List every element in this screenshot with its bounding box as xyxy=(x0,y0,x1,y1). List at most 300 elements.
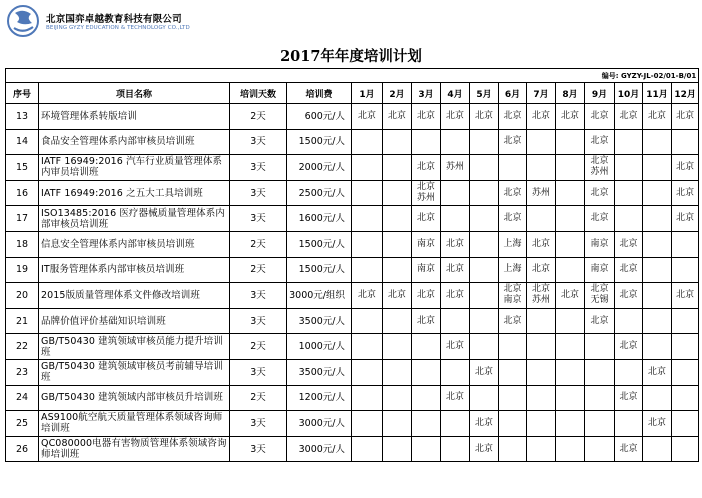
month-cell xyxy=(643,180,672,206)
month-cell xyxy=(672,385,699,411)
month-cell xyxy=(470,129,499,155)
month-cell xyxy=(672,308,699,334)
month-cell xyxy=(615,257,643,283)
location-label: 南京 xyxy=(590,264,609,275)
month-cell xyxy=(527,129,556,155)
month-cell xyxy=(672,104,699,130)
month-cell xyxy=(352,385,383,411)
month-cell xyxy=(643,104,672,130)
location-label: 北京 xyxy=(445,289,464,300)
logo-mark-icon xyxy=(6,4,42,38)
table-row xyxy=(6,206,699,232)
row-number: 23 xyxy=(6,359,39,385)
month-cell xyxy=(556,385,585,411)
month-cell xyxy=(352,283,383,309)
month-cell xyxy=(412,334,441,360)
training-fee: 3500元/人 xyxy=(287,308,352,334)
month-cell xyxy=(470,257,499,283)
location-label: 北京 xyxy=(676,187,695,198)
month-cell xyxy=(643,155,672,181)
table-row xyxy=(6,436,699,462)
location-label: 苏州 xyxy=(531,187,550,198)
month-cell xyxy=(352,231,383,257)
training-fee: 3000元/人 xyxy=(287,411,352,437)
month-cell xyxy=(585,206,615,232)
month-cell xyxy=(556,308,585,334)
column-header: 培训费 xyxy=(287,83,352,104)
month-cell xyxy=(643,257,672,283)
month-cell xyxy=(585,283,615,309)
row-number: 21 xyxy=(6,308,39,334)
month-cell xyxy=(470,283,499,309)
month-cell xyxy=(470,180,499,206)
month-cell xyxy=(585,231,615,257)
month-cell xyxy=(352,411,383,437)
location-label: 北京 xyxy=(445,341,464,352)
training-days: 2天 xyxy=(230,257,287,283)
location-label: 北京 xyxy=(560,289,579,300)
location-label: 无锡 xyxy=(590,295,609,306)
table-row xyxy=(6,283,699,309)
month-cell xyxy=(556,104,585,130)
month-cell xyxy=(352,257,383,283)
training-fee: 2000元/人 xyxy=(287,155,352,181)
row-number: 25 xyxy=(6,411,39,437)
column-header: 6月 xyxy=(499,83,527,104)
month-cell xyxy=(556,231,585,257)
month-cell xyxy=(556,283,585,309)
project-name: 环境管理体系转版培训 xyxy=(39,104,230,130)
row-number: 24 xyxy=(6,385,39,411)
month-cell xyxy=(527,155,556,181)
table-row xyxy=(6,129,699,155)
location-label: 北京 xyxy=(503,187,522,198)
month-cell xyxy=(412,436,441,462)
training-fee: 1600元/人 xyxy=(287,206,352,232)
location-label: 北京 xyxy=(531,110,550,121)
month-cell xyxy=(383,283,412,309)
month-cell xyxy=(585,334,615,360)
project-name: 信息安全管理体系内部审核员培训班 xyxy=(39,231,230,257)
training-days: 3天 xyxy=(230,436,287,462)
month-cell xyxy=(585,155,615,181)
location-label: 上海 xyxy=(503,238,522,249)
location-label: 北京 xyxy=(647,417,666,428)
training-days: 2天 xyxy=(230,334,287,360)
month-cell xyxy=(470,155,499,181)
month-cell xyxy=(672,206,699,232)
month-cell xyxy=(470,334,499,360)
month-cell xyxy=(352,155,383,181)
month-cell xyxy=(441,359,470,385)
column-header: 7月 xyxy=(527,83,556,104)
month-cell xyxy=(383,334,412,360)
training-days: 2天 xyxy=(230,231,287,257)
training-fee: 600元/人 xyxy=(287,104,352,130)
row-number: 17 xyxy=(6,206,39,232)
project-name: GB/T50430 建筑领域内部审核员升培训班 xyxy=(39,385,230,411)
month-cell xyxy=(643,334,672,360)
table-row xyxy=(6,385,699,411)
column-header: 9月 xyxy=(585,83,615,104)
month-cell xyxy=(643,231,672,257)
month-cell xyxy=(615,385,643,411)
location-label: 北京 xyxy=(416,315,435,326)
location-label: 北京 xyxy=(357,289,376,300)
month-cell xyxy=(412,359,441,385)
training-fee: 1000元/人 xyxy=(287,334,352,360)
month-cell xyxy=(615,129,643,155)
location-label: 北京 xyxy=(676,289,695,300)
training-days: 3天 xyxy=(230,206,287,232)
row-number: 18 xyxy=(6,231,39,257)
location-label: 南京 xyxy=(416,264,435,275)
month-cell xyxy=(672,155,699,181)
month-cell xyxy=(441,155,470,181)
month-cell xyxy=(556,155,585,181)
training-fee: 3500元/人 xyxy=(287,359,352,385)
month-cell xyxy=(352,180,383,206)
location-label: 北京 xyxy=(619,392,638,403)
month-cell xyxy=(499,436,527,462)
month-cell xyxy=(499,231,527,257)
location-label: 北京 xyxy=(503,110,522,121)
month-cell xyxy=(615,411,643,437)
project-name: GB/T50430 建筑领域审核员考前辅导培训班 xyxy=(39,359,230,385)
month-cell xyxy=(527,411,556,437)
column-header: 11月 xyxy=(643,83,672,104)
training-fee: 1500元/人 xyxy=(287,257,352,283)
training-fee: 2500元/人 xyxy=(287,180,352,206)
location-label: 北京 xyxy=(590,187,609,198)
month-cell xyxy=(412,411,441,437)
month-cell xyxy=(585,411,615,437)
location-label: 北京 xyxy=(590,110,609,121)
month-cell xyxy=(470,359,499,385)
month-cell xyxy=(383,155,412,181)
month-cell xyxy=(585,436,615,462)
table-row xyxy=(6,308,699,334)
row-number: 15 xyxy=(6,155,39,181)
location-label: 北京 xyxy=(590,213,609,224)
document-code: 编号: GYZY-JL-02/01-B/01 xyxy=(6,69,699,83)
month-cell xyxy=(556,436,585,462)
month-cell xyxy=(527,334,556,360)
location-label: 北京 xyxy=(445,238,464,249)
month-cell xyxy=(412,283,441,309)
month-cell xyxy=(643,436,672,462)
month-cell xyxy=(441,231,470,257)
month-cell xyxy=(585,359,615,385)
location-label: 北京 xyxy=(619,443,638,454)
month-cell xyxy=(527,308,556,334)
month-cell xyxy=(672,180,699,206)
month-cell xyxy=(672,411,699,437)
row-number: 14 xyxy=(6,129,39,155)
table-row xyxy=(6,359,699,385)
month-cell xyxy=(585,129,615,155)
month-cell xyxy=(556,359,585,385)
training-days: 3天 xyxy=(230,359,287,385)
location-label: 北京 xyxy=(503,136,522,147)
row-number: 26 xyxy=(6,436,39,462)
month-cell xyxy=(556,334,585,360)
training-days: 3天 xyxy=(230,129,287,155)
month-cell xyxy=(672,359,699,385)
location-label: 苏州 xyxy=(445,161,464,172)
month-cell xyxy=(412,257,441,283)
month-cell xyxy=(585,385,615,411)
month-cell xyxy=(499,308,527,334)
month-cell xyxy=(412,308,441,334)
location-label: 北京 xyxy=(503,315,522,326)
month-cell xyxy=(352,359,383,385)
month-cell xyxy=(556,180,585,206)
month-cell xyxy=(383,206,412,232)
location-label: 北京 xyxy=(619,110,638,121)
month-cell xyxy=(585,180,615,206)
training-fee: 3000元/组织 xyxy=(287,283,352,309)
month-cell xyxy=(470,206,499,232)
training-fee: 1500元/人 xyxy=(287,231,352,257)
month-cell xyxy=(383,436,412,462)
month-cell xyxy=(470,231,499,257)
month-cell xyxy=(615,359,643,385)
column-header: 项目名称 xyxy=(39,83,230,104)
month-cell xyxy=(383,104,412,130)
location-label: 北京 xyxy=(387,110,406,121)
month-cell xyxy=(383,359,412,385)
month-cell xyxy=(352,104,383,130)
location-label: 北京 xyxy=(445,392,464,403)
project-name: IATF 16949:2016 汽车行业质量管理体系内审员培训班 xyxy=(39,155,230,181)
month-cell xyxy=(352,206,383,232)
location-label: 北京 xyxy=(531,264,550,275)
month-cell xyxy=(470,411,499,437)
month-cell xyxy=(470,308,499,334)
month-cell xyxy=(527,359,556,385)
row-number: 19 xyxy=(6,257,39,283)
month-cell xyxy=(441,334,470,360)
row-number: 13 xyxy=(6,104,39,130)
location-label: 南京 xyxy=(590,238,609,249)
month-cell xyxy=(383,257,412,283)
training-fee: 1500元/人 xyxy=(287,129,352,155)
month-cell xyxy=(412,155,441,181)
month-cell xyxy=(499,206,527,232)
location-label: 北京 xyxy=(474,366,493,377)
table-row xyxy=(6,257,699,283)
location-label: 北京 xyxy=(590,315,609,326)
month-cell xyxy=(441,283,470,309)
month-cell xyxy=(441,436,470,462)
location-label: 北京 xyxy=(387,289,406,300)
training-days: 2天 xyxy=(230,104,287,130)
month-cell xyxy=(441,180,470,206)
location-label: 北京 xyxy=(445,110,464,121)
page-title: 2017年年度培训计划 xyxy=(280,48,422,65)
company-logo xyxy=(6,4,190,38)
row-number: 20 xyxy=(6,283,39,309)
month-cell xyxy=(383,411,412,437)
column-header: 12月 xyxy=(672,83,699,104)
month-cell xyxy=(615,155,643,181)
training-plan-table xyxy=(5,68,699,462)
month-cell xyxy=(412,129,441,155)
month-cell xyxy=(585,257,615,283)
month-cell xyxy=(412,385,441,411)
month-cell xyxy=(643,283,672,309)
month-cell xyxy=(499,155,527,181)
month-cell xyxy=(441,385,470,411)
month-cell xyxy=(352,308,383,334)
month-cell xyxy=(527,436,556,462)
month-cell xyxy=(615,231,643,257)
month-cell xyxy=(499,385,527,411)
project-name: IATF 16949:2016 之五大工具培训班 xyxy=(39,180,230,206)
location-label: 北京 xyxy=(416,213,435,224)
month-cell xyxy=(556,206,585,232)
month-cell xyxy=(527,283,556,309)
project-name: 品牌价值评价基础知识培训班 xyxy=(39,308,230,334)
column-header: 1月 xyxy=(352,83,383,104)
location-label: 北京 xyxy=(474,417,493,428)
column-header: 5月 xyxy=(470,83,499,104)
location-label: 南京 xyxy=(503,295,522,306)
project-name: ISO13485:2016 医疗器械质量管理体系内部审核员培训班 xyxy=(39,206,230,232)
location-label: 北京 xyxy=(590,156,609,167)
project-name: QC080000电器有害物质管理体系领域咨询师培训班 xyxy=(39,436,230,462)
location-label: 上海 xyxy=(503,264,522,275)
month-cell xyxy=(527,257,556,283)
column-header: 3月 xyxy=(412,83,441,104)
month-cell xyxy=(615,206,643,232)
training-days: 2天 xyxy=(230,385,287,411)
location-label: 苏州 xyxy=(416,193,435,204)
row-number: 16 xyxy=(6,180,39,206)
month-cell xyxy=(383,385,412,411)
month-cell xyxy=(643,308,672,334)
month-cell xyxy=(556,257,585,283)
month-cell xyxy=(499,411,527,437)
month-cell xyxy=(499,283,527,309)
project-name: AS9100航空航天质量管理体系领域咨询师培训班 xyxy=(39,411,230,437)
company-name-cn: 北京国弈卓越教育科技有限公司 xyxy=(46,14,182,25)
column-header: 4月 xyxy=(441,83,470,104)
location-label: 北京 xyxy=(590,284,609,295)
month-cell xyxy=(527,231,556,257)
table-header-row xyxy=(6,83,699,104)
training-fee: 3000元/人 xyxy=(287,436,352,462)
month-cell xyxy=(412,206,441,232)
month-cell xyxy=(383,180,412,206)
month-cell xyxy=(556,411,585,437)
month-cell xyxy=(643,359,672,385)
month-cell xyxy=(643,206,672,232)
column-header: 培训天数 xyxy=(230,83,287,104)
location-label: 北京 xyxy=(647,110,666,121)
month-cell xyxy=(441,308,470,334)
month-cell xyxy=(615,283,643,309)
month-cell xyxy=(672,436,699,462)
month-cell xyxy=(672,283,699,309)
project-name: 食品安全管理体系内部审核员培训班 xyxy=(39,129,230,155)
location-label: 北京 xyxy=(416,182,435,193)
month-cell xyxy=(441,129,470,155)
month-cell xyxy=(527,385,556,411)
month-cell xyxy=(615,104,643,130)
location-label: 北京 xyxy=(357,110,376,121)
location-label: 北京 xyxy=(647,366,666,377)
month-cell xyxy=(441,257,470,283)
month-cell xyxy=(527,104,556,130)
month-cell xyxy=(499,334,527,360)
month-cell xyxy=(383,231,412,257)
month-cell xyxy=(615,180,643,206)
month-cell xyxy=(441,206,470,232)
month-cell xyxy=(585,308,615,334)
month-cell xyxy=(383,308,412,334)
month-cell xyxy=(499,180,527,206)
table-row xyxy=(6,104,699,130)
location-label: 北京 xyxy=(676,110,695,121)
company-name-en: BEIJING GYZY EDUCATION & TECHNOLOGY CO.,LTD xyxy=(46,25,190,31)
location-label: 北京 xyxy=(619,289,638,300)
location-label: 南京 xyxy=(416,238,435,249)
training-days: 3天 xyxy=(230,180,287,206)
training-days: 3天 xyxy=(230,155,287,181)
month-cell xyxy=(412,104,441,130)
location-label: 北京 xyxy=(416,161,435,172)
location-label: 北京 xyxy=(619,238,638,249)
month-cell xyxy=(352,334,383,360)
location-label: 北京 xyxy=(416,289,435,300)
location-label: 北京 xyxy=(676,213,695,224)
location-label: 苏州 xyxy=(531,295,550,306)
training-days: 3天 xyxy=(230,308,287,334)
training-days: 3天 xyxy=(230,411,287,437)
location-label: 北京 xyxy=(503,284,522,295)
month-cell xyxy=(499,129,527,155)
location-label: 北京 xyxy=(416,110,435,121)
column-header: 8月 xyxy=(556,83,585,104)
month-cell xyxy=(441,104,470,130)
table-body xyxy=(6,69,699,462)
location-label: 北京 xyxy=(619,264,638,275)
month-cell xyxy=(556,129,585,155)
month-cell xyxy=(441,411,470,437)
month-cell xyxy=(643,129,672,155)
table-row xyxy=(6,231,699,257)
location-label: 北京 xyxy=(503,213,522,224)
column-header: 10月 xyxy=(615,83,643,104)
month-cell xyxy=(470,104,499,130)
month-cell xyxy=(615,436,643,462)
location-label: 北京 xyxy=(445,264,464,275)
document-code-row xyxy=(6,69,699,83)
month-cell xyxy=(672,334,699,360)
location-label: 北京 xyxy=(531,238,550,249)
month-cell xyxy=(352,436,383,462)
column-header: 序号 xyxy=(6,83,39,104)
location-label: 北京 xyxy=(619,341,638,352)
location-label: 苏州 xyxy=(590,167,609,178)
month-cell xyxy=(412,231,441,257)
month-cell xyxy=(527,180,556,206)
column-header: 2月 xyxy=(383,83,412,104)
location-label: 北京 xyxy=(474,110,493,121)
location-label: 北京 xyxy=(560,110,579,121)
